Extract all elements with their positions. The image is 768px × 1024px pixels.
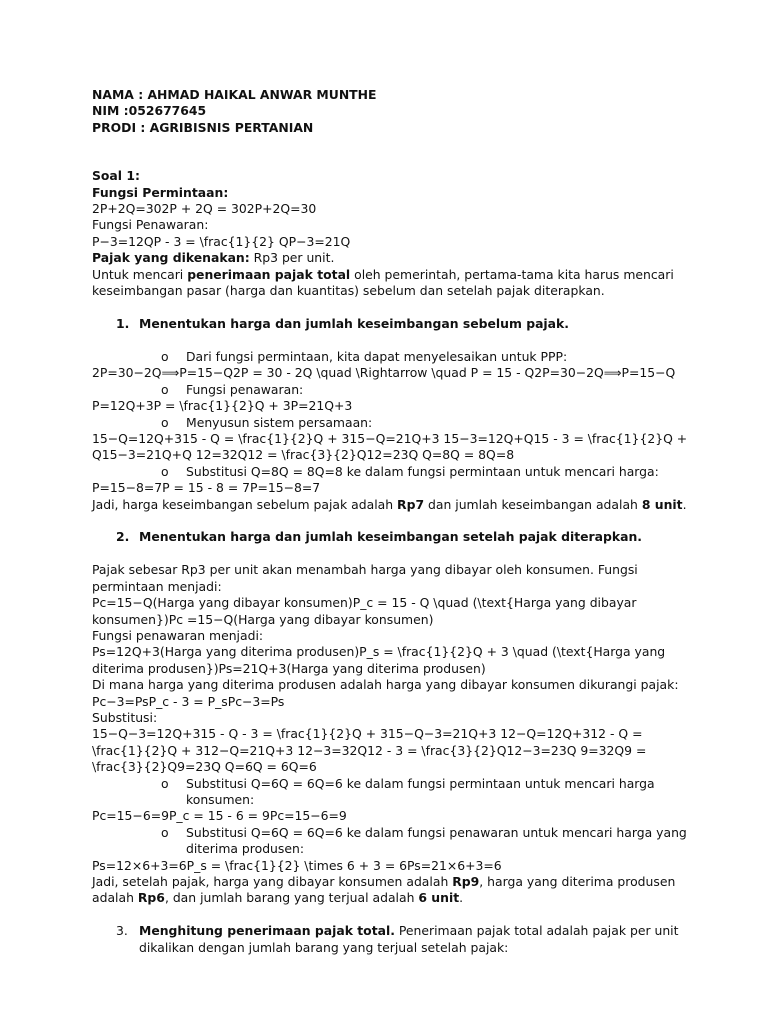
section-1-bullet-2 — [92, 382, 692, 398]
student-prodi: PRODI : AGRIBISNIS PERTANIAN — [92, 119, 314, 135]
question-title: Soal 1: — [92, 168, 140, 184]
bullet-marker: o — [161, 381, 169, 397]
section-2-paragraph-6: Pc−3=PsP_c - 3 = P_sPc−3=Ps — [92, 693, 285, 709]
conclusion-text: Jadi, harga keseimbangan sebelum pajak adalah — [92, 496, 398, 512]
section-1-conclusion — [92, 497, 692, 513]
demand-function-label: Fungsi Permintaan: — [92, 184, 229, 200]
bullet-text: Fungsi penawaran: — [186, 381, 304, 397]
conclusion-text: , dan jumlah barang yang terjual adalah — [164, 890, 419, 906]
conclusion-quantity: 6 unit — [418, 890, 460, 906]
section-3-heading — [92, 923, 692, 956]
section-2-bullet-1 — [92, 776, 692, 809]
bullet-text: Dari fungsi permintaan, kita dapat menyelesaikan untuk PPP: — [186, 348, 568, 364]
section-2-paragraph-3: Fungsi penawaran menjadi: — [92, 627, 264, 643]
tax-label: Pajak yang dikenakan: — [92, 250, 250, 266]
tax-line — [92, 250, 692, 266]
bullet-text: Substitusi Q=6Q = 6Q=6 ke dalam fungsi permintaan untuk mencari harga konsumen: — [186, 775, 655, 808]
bullet-marker: o — [161, 348, 169, 364]
section-1-equation-2: P=12Q+3P = \frac{1}{2}Q + 3P=21Q+3 — [92, 398, 353, 414]
section-2-paragraph-2: Pc=15−Q(Harga yang dibayar konsumen)P_c = 15 - Q \quad (\text{Harga yang dibayar konsumen})Pc =15−Q(Harga yang dibayar konsumen) — [92, 595, 637, 627]
conclusion-quantity: 8 unit — [641, 496, 683, 512]
section-2-bullet-2 — [92, 825, 692, 858]
student-name: NAMA : AHMAD HAIKAL ANWAR MUNTHE — [92, 87, 377, 102]
intro-text-2: oleh pemerintah, pertama-tama kita harus mencari keseimbangan pasar (harga dan kuantitas) sebelum dan setelah pajak diterapkan. — [92, 266, 674, 299]
section-1-equation-3: 15−Q=12Q+315 - Q = \frac{1}{2}Q + 315−Q=21Q+3 15−3=12Q+Q15 - 3 = \frac{1}{2}Q + Q15−3=21Q+Q 12=32Q12 = \frac{3}{2}Q12=23Q Q=8Q = 8Q=8 — [92, 430, 688, 463]
tax-value: Rp3 per unit. — [249, 250, 335, 266]
section-3-number: 3. — [116, 923, 128, 939]
section-2-title: Menentukan harga dan jumlah keseimbangan setelah pajak diterapkan. — [139, 529, 643, 545]
intro-bold: penerimaan pajak total — [187, 266, 351, 282]
student-nim: NIM :052677645 — [92, 103, 207, 119]
section-3-title: Menghitung penerimaan pajak total. — [139, 923, 395, 939]
conclusion-text: , harga yang diterima produsen adalah — [92, 874, 676, 906]
section-2-paragraph-1: Pajak sebesar Rp3 per unit akan menambah harga yang dibayar oleh konsumen. Fungsi permintaan menjadi: — [92, 562, 638, 594]
section-2-heading — [92, 529, 692, 545]
section-3-text: Penerimaan pajak total adalah pajak per unit dikalikan dengan jumlah barang yang terjual setelah pajak: — [139, 923, 679, 955]
intro-text-1: Untuk mencari — [92, 266, 188, 282]
bullet-marker: o — [161, 824, 169, 840]
section-2-conclusion — [92, 874, 692, 907]
conclusion-text: . — [682, 496, 687, 512]
demand-function-equation: 2P+2Q=302P + 2Q = 302P+2Q=30 — [92, 201, 317, 217]
conclusion-consumer-price: Rp9 — [452, 874, 480, 890]
section-2-paragraph-7: Substitusi: — [92, 710, 158, 725]
section-1-heading — [92, 316, 692, 332]
bullet-marker: o — [161, 775, 169, 791]
section-1-title: Menentukan harga dan jumlah keseimbangan sebelum pajak. — [139, 315, 569, 331]
conclusion-text: dan jumlah keseimbangan adalah — [424, 496, 642, 512]
supply-function-equation: P−3=12QP - 3 = \frac{1}{2} QP−3=21Q — [92, 233, 351, 249]
section-2-paragraph-4: Ps=12Q+3(Harga yang diterima produsen)P_s = \frac{1}{2}Q + 3 \quad (\text{Harga yang diterima produsen})Ps=21Q+3(Harga yang diterima produsen) — [92, 644, 666, 676]
section-1-equation-4: P=15−8=7P = 15 - 8 = 7P=15−8=7 — [92, 480, 321, 496]
section-2-paragraph-8: 15−Q−3=12Q+315 - Q - 3 = \frac{1}{2}Q + 315−Q−3=21Q+3 12−Q=12Q+312 - Q = \frac{1}{2}Q + 312−Q=21Q+3 12−3=32Q12 - 3 = \frac{3}{2}Q12−3=23Q 9=32Q9 = \frac{3}{2}Q9=23Q Q=6Q = 6Q=6 — [92, 726, 647, 775]
section-1-bullet-4 — [92, 464, 692, 480]
bullet-text: Substitusi Q=8Q = 8Q=8 ke dalam fungsi permintaan untuk mencari harga: — [186, 463, 659, 479]
section-1-equation-1: 2P=30−2Q⟹P=15−Q2P = 30 - 2Q \quad \Rightarrow \quad P = 15 - Q2P=30−2Q⟹P=15−Q — [92, 365, 676, 381]
bullet-text: Menyusun sistem persamaan: — [186, 414, 373, 430]
section-1-bullet-1 — [92, 349, 692, 365]
section-2-paragraph-5: Di mana harga yang diterima produsen adalah harga yang dibayar konsumen dikurangi pajak: — [92, 677, 679, 693]
section-1-bullet-3 — [92, 415, 692, 431]
section-2-equation-2: Ps=12×6+3=6P_s = \frac{1}{2} \times 6 + 3 = 6Ps=21×6+3=6 — [92, 857, 502, 873]
section-1-number: 1. — [116, 315, 130, 331]
conclusion-text: . — [459, 890, 464, 906]
bullet-text: Substitusi Q=6Q = 6Q=6 ke dalam fungsi penawaran untuk mencari harga yang diterima produsen: — [186, 824, 687, 857]
supply-function-label: Fungsi Penawaran: — [92, 217, 209, 233]
conclusion-producer-price: Rp6 — [137, 890, 165, 906]
section-2-number: 2. — [116, 529, 130, 545]
conclusion-price: Rp7 — [397, 496, 425, 512]
conclusion-text: Jadi, setelah pajak, harga yang dibayar konsumen adalah — [92, 874, 453, 890]
intro-paragraph — [92, 267, 692, 300]
bullet-marker: o — [161, 463, 169, 479]
bullet-marker: o — [161, 414, 169, 430]
document-page — [92, 87, 692, 956]
section-2-equation-1: Pc=15−6=9P_c = 15 - 6 = 9Pc=15−6=9 — [92, 808, 347, 824]
